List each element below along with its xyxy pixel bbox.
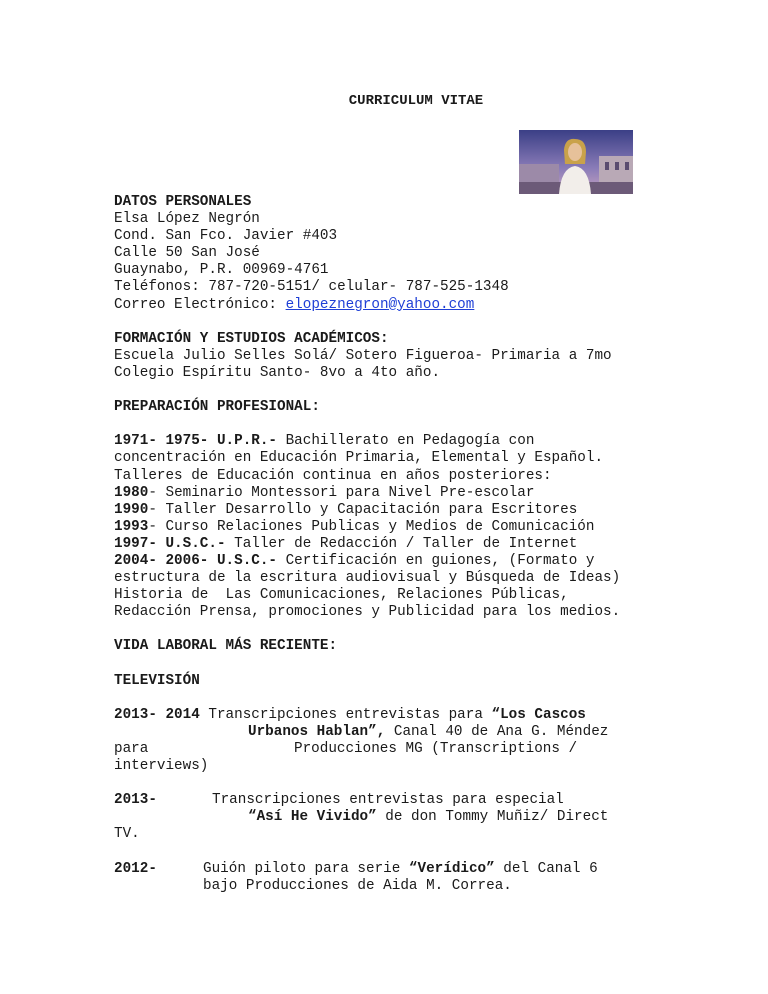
professional-entry-2 — [114, 485, 754, 502]
entry-text: Certificación en guiones, (Formato y — [277, 552, 595, 569]
email-label: Correo Electrónico: — [114, 296, 286, 313]
work-entry-1-line-3 — [114, 741, 754, 758]
work-entry-3 — [114, 861, 754, 878]
work-text: Transcripciones entrevistas para especial — [212, 792, 564, 809]
education-line-1: Escuela Julio Selles Solá/ Sotero Figueroa- Primaria a 7mo — [114, 347, 612, 364]
work-text: Canal 40 de Ana G. Méndez — [385, 723, 609, 740]
professional-entry-6 — [114, 553, 754, 570]
work-entry-2-line-2 — [114, 809, 754, 826]
work-year: 2013- — [114, 792, 157, 809]
entry-date: 1971- 1975- U.P.R.- — [114, 433, 278, 450]
work-text: bajo Producciones de Aida M. Correa. — [203, 877, 512, 894]
work-entry-1 — [114, 707, 754, 724]
subsection-heading-tv: TELEVISIÓN — [114, 672, 200, 689]
entry-text: - Taller Desarrollo y Capacitación para Escritores — [148, 501, 578, 518]
professional-entry-1-line-3: Talleres de Educación continua en años posteriores: — [114, 467, 552, 484]
personal-address-1: Cond. San Fco. Javier #403 — [114, 228, 338, 245]
section-heading-education: FORMACIÓN Y ESTUDIOS ACADÉMICOS: — [114, 330, 389, 347]
work-title: “Los Cascos — [491, 706, 586, 723]
entry-text: Taller de Redacción / Taller de Internet — [225, 535, 578, 552]
professional-entry-1-line-2: concentración en Educación Primaria, Elemental y Español. — [114, 450, 604, 467]
professional-entry-4 — [114, 519, 754, 536]
cv-body — [114, 194, 754, 895]
professional-entry-6-line-3: Historia de Las Comunicaciones, Relaciones Públicas, — [114, 587, 569, 604]
professional-entry-1 — [114, 433, 754, 450]
entry-date: 1980 — [114, 484, 149, 501]
work-text: del Canal 6 — [494, 860, 598, 877]
work-text: Transcripciones entrevistas para — [199, 706, 492, 723]
professional-entry-6-line-2: estructura de la escritura audiovisual y Búsqueda de Ideas) — [114, 570, 621, 587]
section-heading-work: VIDA LABORAL MÁS RECIENTE: — [114, 638, 338, 655]
entry-date: 1990 — [114, 501, 149, 518]
section-heading-professional: PREPARACIÓN PROFESIONAL: — [114, 399, 320, 416]
professional-entry-5 — [114, 536, 754, 553]
personal-address-2: Calle 50 San José — [114, 245, 260, 262]
work-entry-2-line-3: TV. — [114, 826, 140, 843]
entry-text: - Curso Relaciones Publicas y Medios de Comunicación — [148, 518, 595, 535]
work-title: Urbanos Hablan”, — [248, 723, 386, 740]
personal-name: Elsa López Negrón — [114, 211, 260, 228]
work-year: 2012- — [114, 860, 157, 877]
personal-address-3: Guaynabo, P.R. 00969-4761 — [114, 262, 329, 279]
profile-photo — [519, 130, 633, 194]
entry-text: Bachillerato en Pedagogía con — [277, 433, 535, 450]
work-text: Producciones MG (Transcriptions / — [294, 741, 578, 757]
work-text: Guión piloto para serie — [203, 860, 409, 877]
entry-date: 2004- 2006- U.S.C.- — [114, 552, 278, 569]
education-line-2: Colegio Espíritu Santo- 8vo a 4to año. — [114, 364, 441, 381]
document-title: CURRICULUM VITAE — [348, 93, 484, 109]
professional-entry-6-line-4: Redacción Prensa, promociones y Publicidad para los medios. — [114, 604, 621, 621]
work-title: “Verídico” — [408, 860, 495, 877]
work-entry-2 — [114, 792, 754, 809]
work-year: 2013- 2014 — [114, 706, 200, 723]
work-entry-1-line-4: interviews) — [114, 758, 209, 775]
work-text: de don Tommy Muñiz/ Direct — [376, 809, 609, 826]
work-entry-1-line-2 — [114, 724, 754, 741]
personal-phones: Teléfonos: 787-720-5151/ celular- 787-525-1348 — [114, 279, 509, 296]
section-heading-personal: DATOS PERSONALES — [114, 194, 252, 210]
email-link[interactable]: elopeznegron@yahoo.com — [285, 296, 475, 313]
work-text: para — [114, 741, 149, 757]
entry-date: 1993 — [114, 518, 149, 535]
entry-date: 1997- U.S.C.- — [114, 535, 226, 552]
personal-email-row — [114, 297, 754, 314]
work-entry-3-line-2 — [114, 878, 754, 895]
entry-text: - Seminario Montessori para Nivel Pre-escolar — [148, 484, 535, 501]
professional-entry-3 — [114, 502, 754, 519]
work-title: “Así He Vivido” — [248, 809, 377, 826]
